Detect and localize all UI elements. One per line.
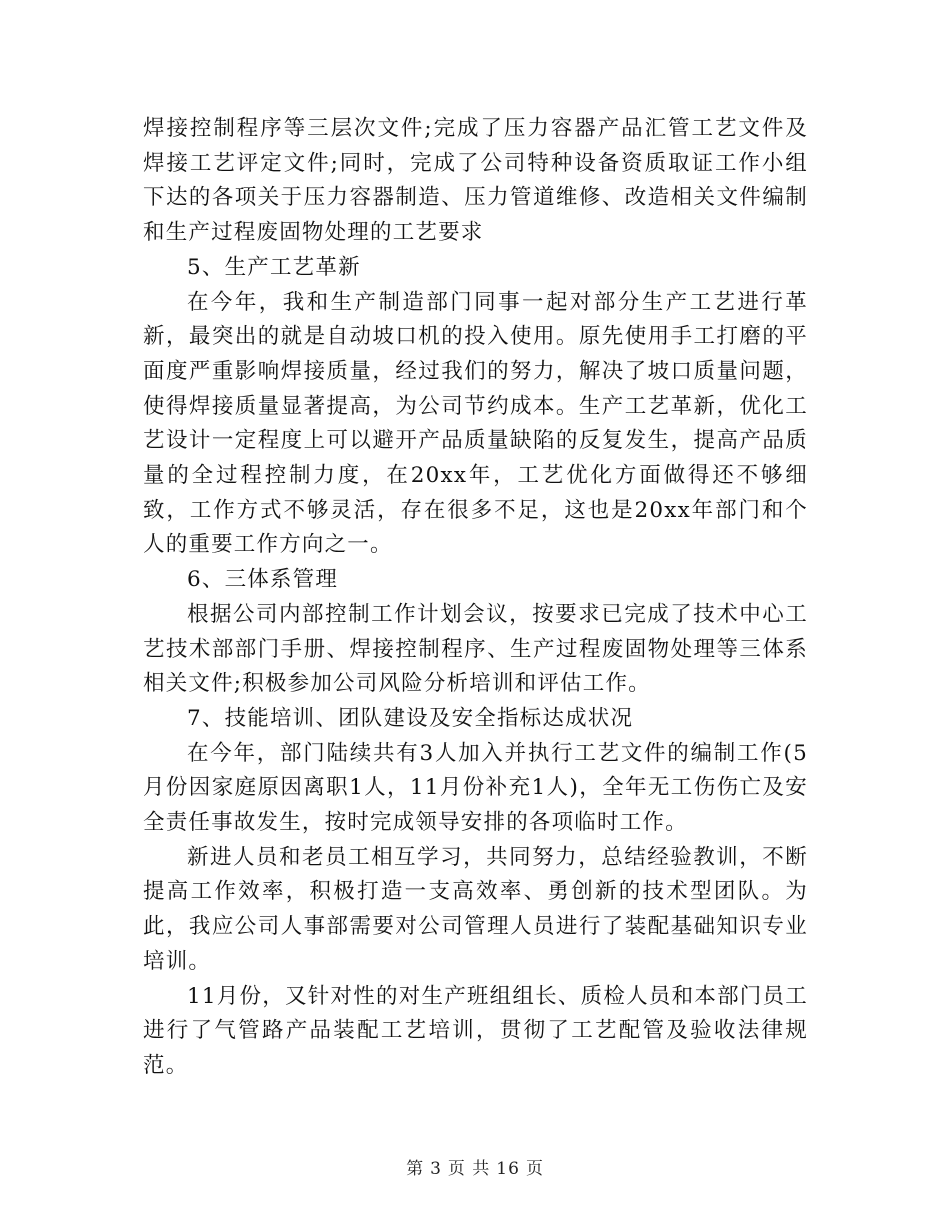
footer-total-pages: 16 xyxy=(496,1159,520,1179)
paragraph-5: 新进人员和老员工相互学习，共同努力，总结经验教训，不断提高工作效率，积极打造一支高效率、勇创新的技术型团队。为此，我应公司人事部需要对公司管理人员进行了装配基础知识专业培训。 xyxy=(143,844,808,974)
paragraph-6: 11月份，又针对性的对生产班组组长、质检人员和本部门员工进行了气管路产品装配工艺培训，贯彻了工艺配管及验收法律规范。 xyxy=(143,983,808,1078)
footer-current-page: 3 xyxy=(430,1159,442,1179)
paragraph-1: 焊接控制程序等三层次文件;完成了压力容器产品汇管工艺文件及焊接工艺评定文件;同时，完成了公司特种设备资质取证工作小组下达的各项关于压力容器制造、压力管道维修、改造相关文件编制和生产过程废固物处理的工艺要求 xyxy=(143,116,808,246)
section-heading-7: 7、技能培训、团队建设及安全指标达成状况 xyxy=(187,705,634,731)
footer-suffix: 页 xyxy=(525,1159,544,1179)
footer-prefix: 第 xyxy=(406,1159,425,1179)
section-heading-5: 5、生产工艺革新 xyxy=(187,254,361,280)
paragraph-3: 根据公司内部控制工作计划会议，按要求已完成了技术中心工艺技术部部门手册、焊接控制程序、生产过程废固物处理等三体系相关文件;积极参加公司风险分析培训和评估工作。 xyxy=(143,601,808,697)
section-heading-6: 6、三体系管理 xyxy=(187,567,339,593)
paragraph-4: 在今年，部门陆续共有3人加入并执行工艺文件的编制工作(5月份因家庭原因离职1人，11月份补充1人)，全年无工伤伤亡及安全责任事故发生，按时完成领导安排的各项临时工作。 xyxy=(143,740,808,836)
document-body xyxy=(143,112,808,1084)
page-footer xyxy=(0,1154,950,1179)
paragraph-2: 在今年，我和生产制造部门同事一起对部分生产工艺进行革新，最突出的就是自动坡口机的投入使用。原先使用手工打磨的平面度严重影响焊接质量，经过我们的努力，解决了坡口质量问题，使得焊接质量显著提高，为公司节约成本。生产工艺革新，优化工艺设计一定程度上可以避开产品质量缺陷的反复发生，提高产品质量的全过程控制力度，在20xx年，工艺优化方面做得还不够细致，工作方式不够灵活，存在很多不足，这也是20xx年部门和个人的重要工作方向之一。 xyxy=(143,289,808,558)
footer-middle: 页 共 xyxy=(447,1159,491,1179)
